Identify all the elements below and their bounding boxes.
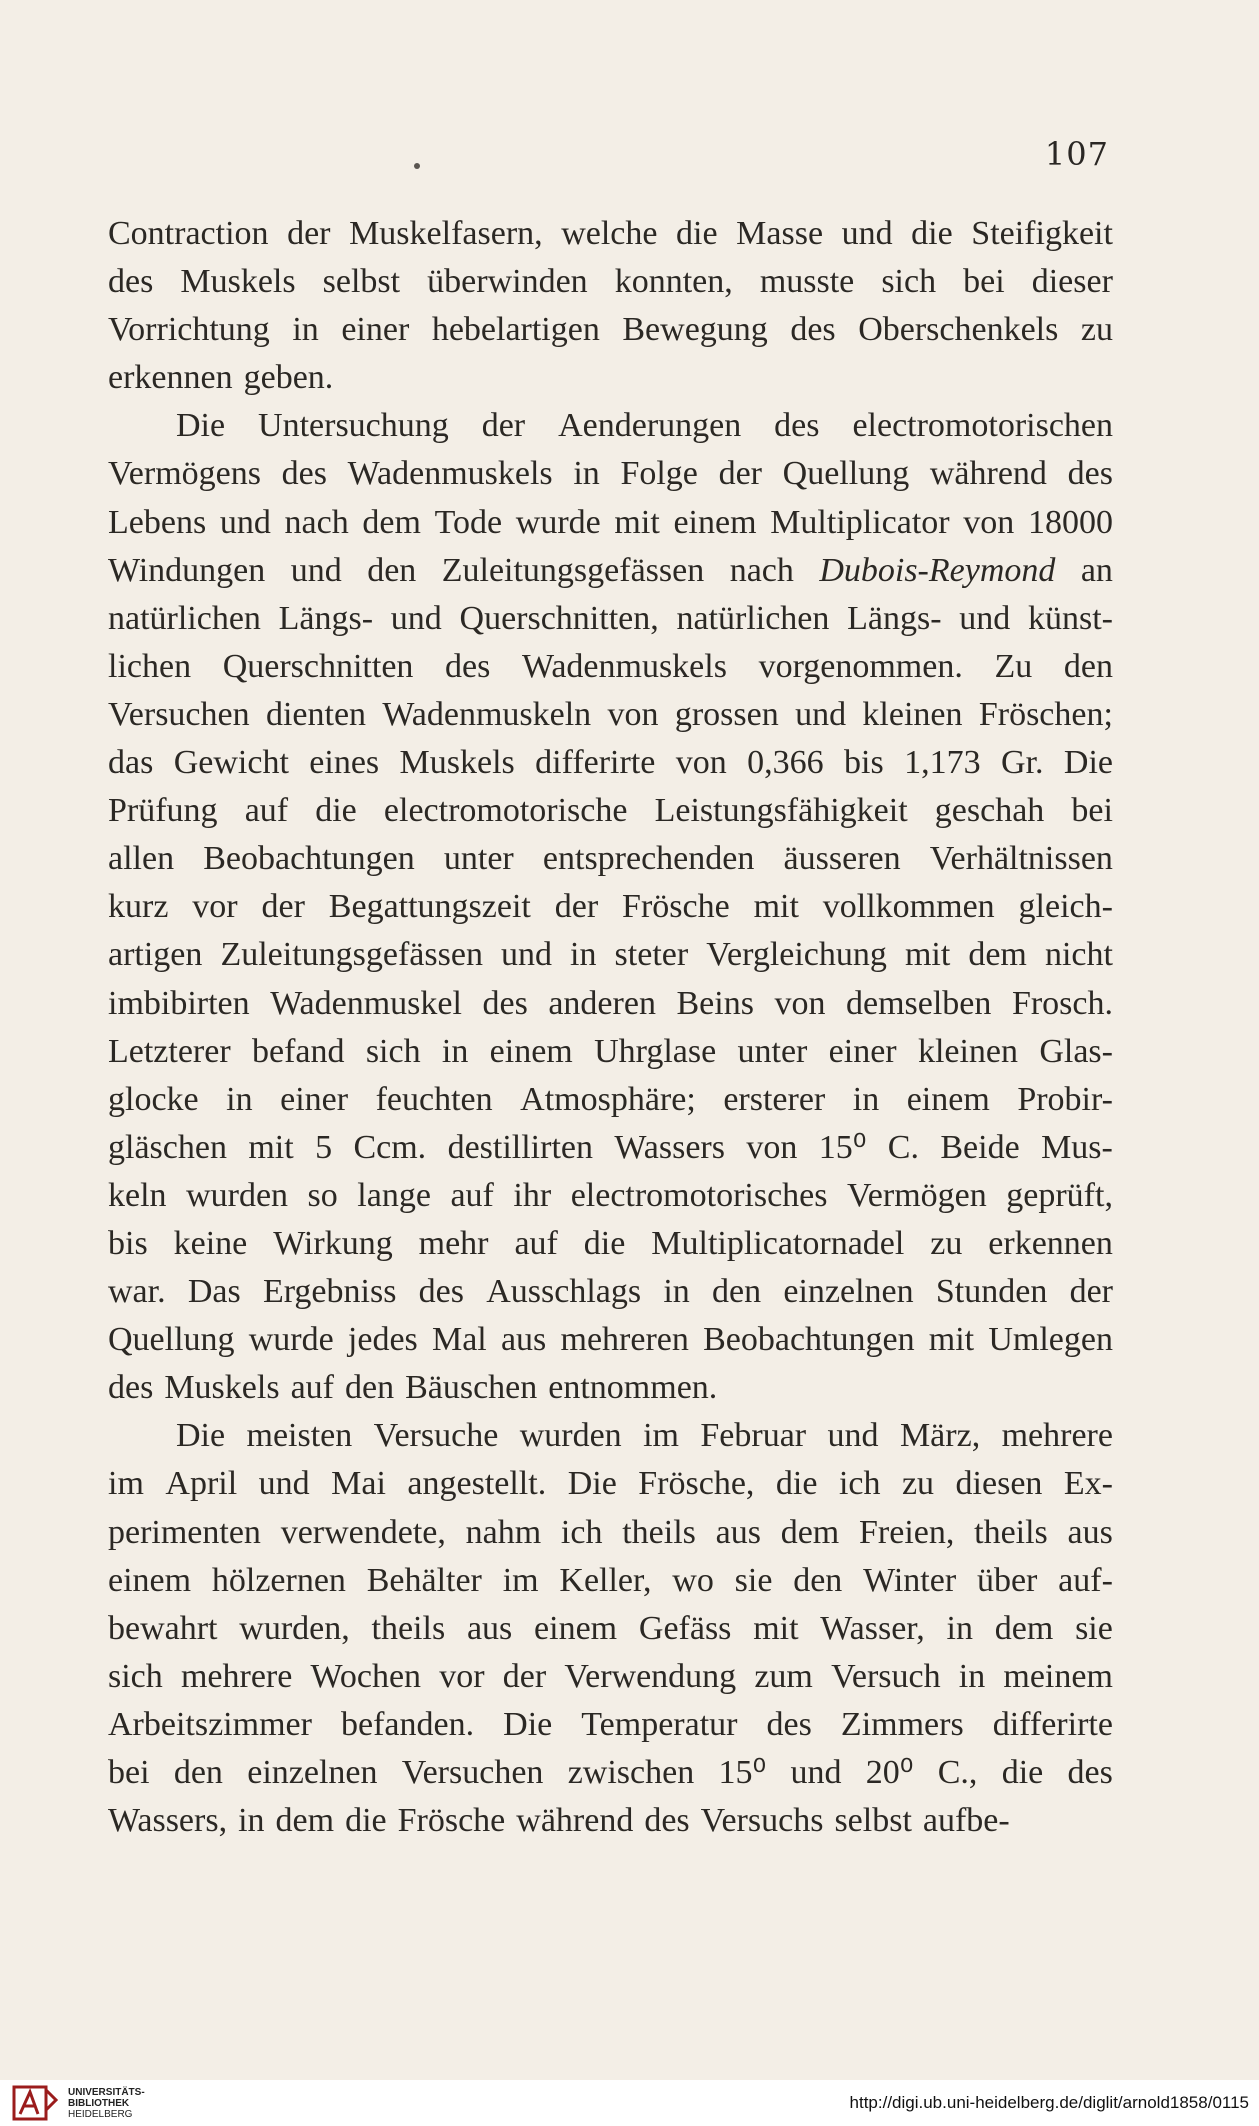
library-name-line: UNIVERSITÄTS-: [68, 2087, 145, 2098]
source-url[interactable]: http://digi.ub.uni-heidelberg.de/diglit/arnold1858/0115: [849, 2093, 1249, 2112]
text-line: bei den einzelnen Versuchen zwischen 15⁰ und 20⁰ C., die des: [108, 1754, 1113, 1791]
text-line: im April und Mai angestellt. Die Frösche, die ich zu diesen Ex-: [108, 1465, 1113, 1503]
text-line: das Gewicht eines Muskels differirte von 0,366 bis 1,173 Gr. Die: [108, 744, 1113, 782]
text-line: bewahrt wurden, theils aus einem Gefäss mit Wasser, in dem sie: [108, 1609, 1113, 1647]
text-line: einem hölzernen Behälter im Keller, wo sie den Winter über auf-: [108, 1561, 1113, 1599]
text-line: keln wurden so lange auf ihr electromotorisches Vermögen geprüft,: [108, 1176, 1113, 1214]
footer-bar: [0, 2080, 1259, 2126]
text-line: perimenten verwendete, nahm ich theils aus dem Freien, theils aus: [108, 1513, 1113, 1551]
text-line: des Muskels selbst überwinden konnten, musste sich bei dieser: [108, 263, 1113, 301]
text-line: Contraction der Muskelfasern, welche die Masse und die Steifigkeit: [108, 215, 1113, 252]
text-line: lichen Querschnitten des Wadenmuskels vorgenommen. Zu den: [108, 647, 1113, 685]
ink-mark: [414, 163, 420, 169]
text-line: Die Untersuchung der Aenderungen des electromotorischen: [176, 407, 1113, 445]
page-number: 107: [1044, 135, 1109, 173]
text-line: bis keine Wirkung mehr auf die Multiplicatornadel zu erkennen: [108, 1224, 1113, 1262]
text-line: kurz vor der Begattungszeit der Frösche mit vollkommen gleich-: [108, 888, 1113, 926]
text-line: Lebens und nach dem Tode wurde mit einem Multiplicator von 18000: [108, 503, 1113, 541]
text-line: Prüfung auf die electromotorische Leistungsfähigkeit geschah bei: [108, 792, 1113, 830]
text-line: imbibirten Wadenmuskel des anderen Beins von demselben Frosch.: [108, 984, 1113, 1022]
library-name: [68, 2087, 145, 2120]
text-line: Vorrichtung in einer hebelartigen Bewegung des Oberschenkels zu: [108, 311, 1113, 349]
text-line: Wassers, in dem die Frösche während des Versuchs selbst aufbe-: [108, 1802, 1010, 1840]
text-line: des Muskels auf den Bäuschen entnommen.: [108, 1369, 718, 1407]
text-line: war. Das Ergebniss des Ausschlags in den einzelnen Stunden der: [108, 1273, 1113, 1311]
text-line: Arbeitszimmer befanden. Die Temperatur des Zimmers differirte: [108, 1705, 1113, 1743]
body-text: [108, 210, 1113, 1845]
text-line: Windungen und den Zuleitungsgefässen nach Dubois-Reymond an: [108, 551, 1113, 589]
library-name-line: BIBLIOTHEK: [68, 2098, 130, 2109]
text-line: Quellung wurde jedes Mal aus mehreren Beobachtungen mit Umlegen: [108, 1321, 1113, 1359]
text-line: natürlichen Längs- und Querschnitten, natürlichen Längs- und künst-: [108, 599, 1113, 637]
text-line: gläschen mit 5 Ccm. destillirten Wassers von 15⁰ C. Beide Mus-: [108, 1128, 1113, 1166]
text-line: erkennen geben.: [108, 359, 334, 397]
text-line: Vermögens des Wadenmuskels in Folge der Quellung während des: [108, 455, 1113, 493]
library-name-line: HEIDELBERG: [68, 2109, 133, 2120]
text-line: artigen Zuleitungsgefässen und in steter Vergleichung mit dem nicht: [108, 936, 1113, 974]
text-line: sich mehrere Wochen vor der Verwendung zum Versuch in meinem: [108, 1657, 1113, 1695]
text-line: Letzterer befand sich in einem Uhrglase unter einer kleinen Glas-: [108, 1032, 1113, 1070]
text-line: Versuchen dienten Wadenmuskeln von grossen und kleinen Fröschen;: [108, 695, 1113, 733]
text-line: glocke in einer feuchten Atmosphäre; ersterer in einem Probir-: [108, 1080, 1113, 1118]
text-line: Die meisten Versuche wurden im Februar und März, mehrere: [176, 1417, 1113, 1455]
text-line: allen Beobachtungen unter entsprechenden äusseren Verhältnissen: [108, 840, 1113, 878]
university-library-logo-icon: [12, 2084, 60, 2122]
